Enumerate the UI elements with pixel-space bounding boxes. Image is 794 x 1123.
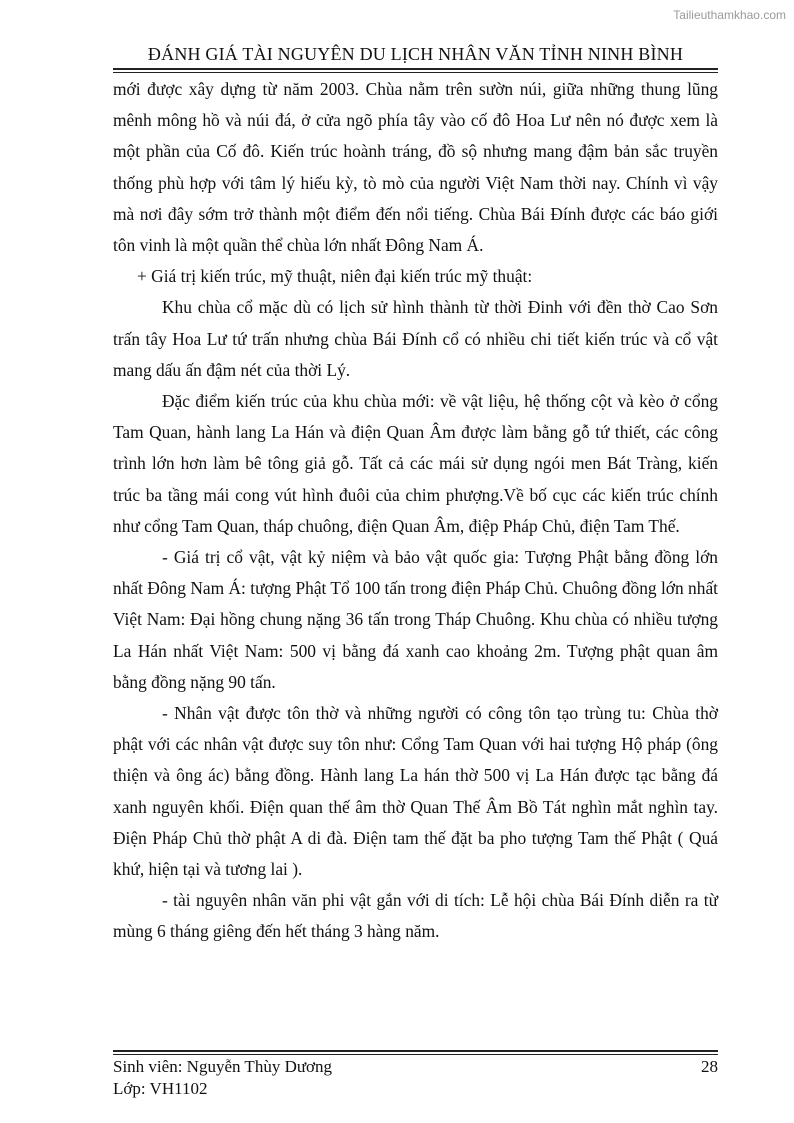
footer-student-name: Sinh viên: Nguyễn Thùy Dương <box>113 1057 333 1076</box>
footer-divider <box>113 1050 718 1055</box>
header-divider <box>113 68 718 73</box>
paragraph-intro: mới được xây dựng từ năm 2003. Chùa nằm trên sườn núi, giữa những thung lũng mênh mông hồ và núi đá, ở cửa ngõ phía tây vào cố đô Hoa Lư nên nó được xem là một phần của Cố đô. Kiến trúc hoành tráng, đồ sộ nhưng mang đậm bản sắc truyền thống phù hợp với tâm lý hiếu kỳ, tò mò của người Việt Nam thời nay. Chính vì vậy mà nơi đây sớm trở thành một điểm đến nổi tiếng. Chùa Bái Đính được các báo giới tôn vinh là một quần thể chùa lớn nhất Đông Nam Á. <box>113 79 718 256</box>
page-number: 28 <box>701 1057 718 1076</box>
paragraph-old-pagoda: Khu chùa cổ mặc dù có lịch sử hình thành từ thời Đinh với đền thờ Cao Sơn trấn tây Hoa Lư tứ trấn nhưng chùa Bái Đính cổ có nhiều chi tiết kiến trúc và cổ vật mang dấu ấn đậm nét của thời Lý. <box>113 297 718 380</box>
paragraph-worshipped-figures: - Nhân vật được tôn thờ và những người có công tôn tạo trùng tu: Chùa thờ phật với các nhân vật được suy tôn như: Cổng Tam Quan với hai tượng Hộ pháp (ông thiện và ông ác) bằng đồng. Hành lang La hán thờ 500 vị La Hán được tạc bằng đá xanh nguyên khối. Điện quan thế âm thờ Quan Thế Âm Bồ Tát nghìn mắt nghìn tay. Điện Pháp Chủ thờ phật A di đà. Điện tam thế đặt ba pho tượng Tam thế Phật ( Quá khứ, hiện tại và tương lai ). <box>113 703 718 880</box>
watermark: Tailieuthamkhao.com <box>673 8 786 22</box>
paragraph-architecture-heading: + Giá trị kiến trúc, mỹ thuật, niên đại kiến trúc mỹ thuật: <box>137 266 533 287</box>
footer-class: Lớp: VH1102 <box>113 1079 208 1098</box>
paragraph-antiquities: - Giá trị cổ vật, vật kỷ niệm và bảo vật quốc gia: Tượng Phật bằng đồng lớn nhất Đông Nam Á: tượng Phật Tổ 100 tấn trong điện Pháp Chủ. Chuông đồng lớn nhất Việt Nam: Đại hồng chung nặng 36 tấn trong Tháp Chuông. Khu chùa có nhiều tượng La Hán nhất Việt Nam: 500 vị bằng đá xanh cao khoảng 2m. Tượng phật quan âm bằng đồng nặng 90 tấn. <box>113 547 718 692</box>
page-header-title: ĐÁNH GIÁ TÀI NGUYÊN DU LỊCH NHÂN VĂN TỈNH NINH BÌNH <box>147 44 684 64</box>
page-footer <box>113 1056 718 1100</box>
document-body <box>113 74 718 948</box>
paragraph-intangible-heritage: - tài nguyên nhân văn phi vật gắn với di tích: Lễ hội chùa Bái Đính diễn ra từ mùng 6 tháng giêng đến hết tháng 3 hàng năm. <box>113 890 718 942</box>
paragraph-new-pagoda-architecture: Đặc điểm kiến trúc của khu chùa mới: về vật liệu, hệ thống cột và kèo ở cổng Tam Quan, hành lang La Hán và điện Quan Âm được làm bằng gỗ tứ thiết, các công trình lớn hơn làm bê tông giả gỗ. Tất cả các mái sử dụng ngói men Bát Tràng, kiến trúc ba tầng mái cong vút hình đuôi của chim phượng.Về bố cục các kiến trúc chính như cổng Tam Quan, tháp chuông, điện Quan Âm, điệp Pháp Chủ, điện Tam Thế. <box>113 391 718 536</box>
